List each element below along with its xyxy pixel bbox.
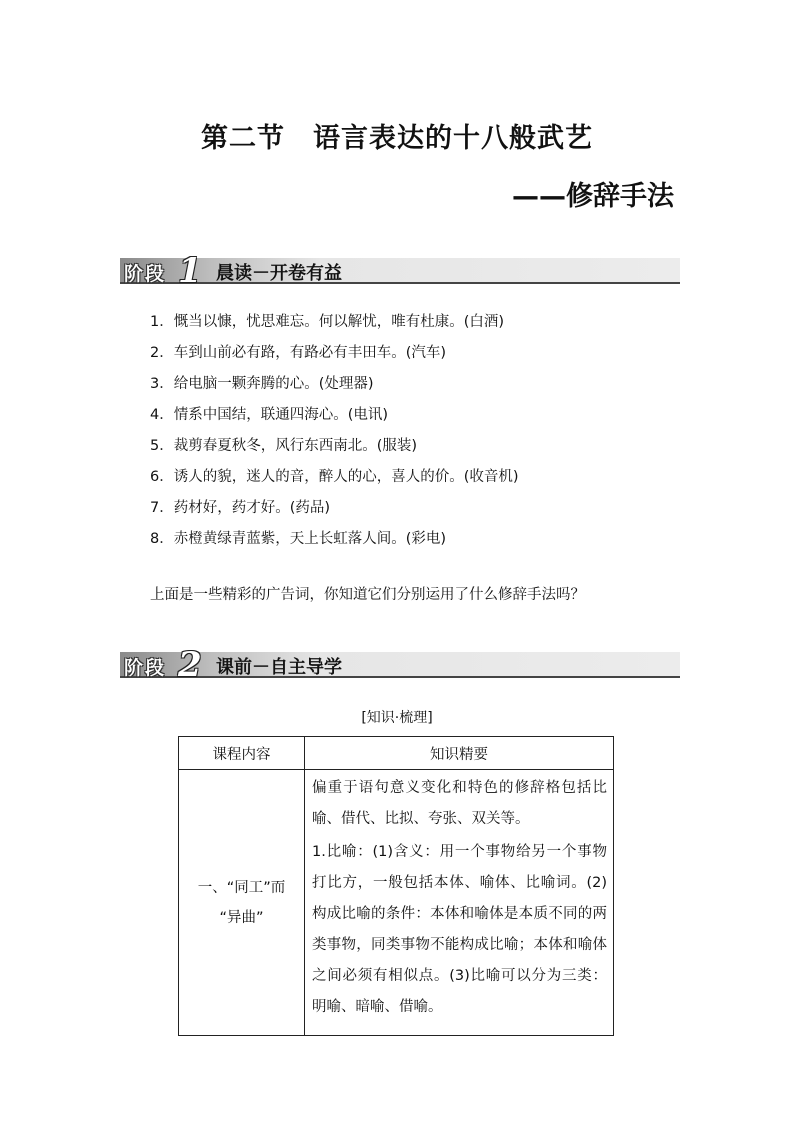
stage-label: 阶段 — [124, 657, 167, 679]
table-header-row — [179, 737, 614, 770]
list-item: 8．赤橙黄绿青蓝紫，天上长虹落人间。(彩电) — [150, 531, 447, 547]
column-header-essentials: 知识精要 — [305, 737, 614, 770]
stage-number: 1 — [178, 251, 202, 291]
list-item: 2．车到山前必有路，有路必有丰田车。(汽车) — [150, 345, 447, 361]
essentials-cell — [305, 770, 614, 1036]
section-subtitle: ——修辞手法 — [512, 181, 674, 212]
stage-label: 阶段 — [124, 263, 167, 285]
knowledge-label: [知识·梳理] — [361, 710, 433, 726]
list-item: 3．给电脑一颗奔腾的心。(处理器) — [150, 376, 374, 392]
list-item: 5．裁剪春夏秋冬，风行东西南北。(服装) — [150, 438, 418, 454]
list-item: 6．诱人的貌，迷人的音，醉人的心，喜人的价。(收音机) — [150, 469, 519, 485]
essentials-paragraph: 1.比喻：(1)含义：用一个事物给另一个事物打比方，一般包括本体、喻体、比喻词。(2)构成比喻的条件：本体和喻体是本质不同的两类事物，同类事物不能构成比喻；本体和喻体之间必须有相似点。(3)比喻可以分为三类：明喻、暗喻、借喻。 — [312, 844, 607, 1015]
list-item: 4．情系中国结，联通四海心。(电讯) — [150, 407, 389, 423]
stage-title: 晨读－开卷有益 — [216, 263, 342, 284]
column-header-course: 课程内容 — [179, 737, 305, 770]
table-row — [179, 770, 614, 1036]
stage-title: 课前－自主导学 — [216, 657, 342, 678]
list-item: 1．慨当以慷，忧思难忘。何以解忧，唯有杜康。(白酒) — [150, 314, 505, 330]
stage-2-banner — [120, 645, 680, 685]
list-item: 7．药材好，药才好。(药品) — [150, 500, 331, 516]
course-topic-cell — [179, 770, 305, 1036]
knowledge-table — [178, 736, 614, 1036]
question-text: 上面是一些精彩的广告词，你知道它们分别运用了什么修辞手法吗？ — [150, 587, 585, 603]
section-title: 第二节 语言表达的十八般武艺 — [201, 123, 593, 154]
course-topic-line: “异曲” — [219, 909, 264, 926]
essentials-paragraph: 偏重于语句意义变化和特色的修辞格包括比喻、借代、比拟、夸张、双关等。 — [312, 780, 607, 827]
slogan-list — [150, 312, 519, 560]
stage-1-banner — [120, 251, 680, 291]
stage-number: 2 — [178, 645, 202, 685]
course-topic-line: 一、“同工”而 — [197, 879, 286, 896]
